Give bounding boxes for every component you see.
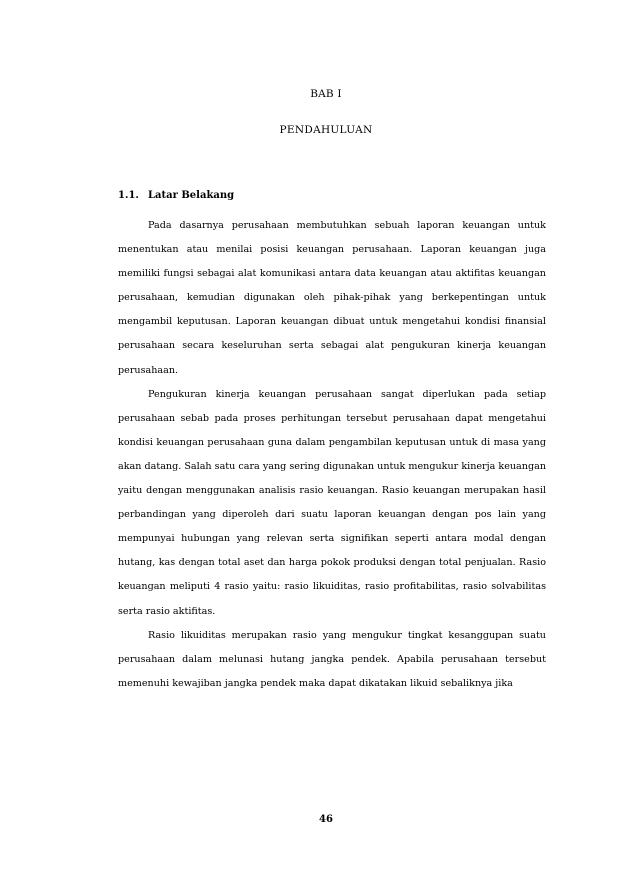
paragraph: Pada dasarnya perusahaan membutuhkan sebuah laporan keuangan untuk menentukan atau menilai posisi keuangan perusahaan. Laporan keuangan juga memiliki fungsi sebagai alat komunikasi antara data keuangan atau aktifitas keuangan perusahaan, kemudian digunakan oleh pihak-pihak yang berkepentingan untuk mengambil keputusan. Laporan keuangan dibuat untuk mengetahui kondisi finansial perusahaan secara keseluruhan serta sebagai alat pengukuran kinerja keuangan perusahaan. xyxy=(118,220,546,376)
body-text xyxy=(118,214,546,696)
paragraph: Pengukuran kinerja keuangan perusahaan sangat diperlukan pada setiap perusahaan sebab pada proses perhitungan tersebut perusahaan dapat mengetahui kondisi keuangan perusahaan guna dalam pengambilan keputusan untuk di masa yang akan datang. Salah satu cara yang sering digunakan untuk mengukur kinerja keuangan yaitu dengan menggunakan analisis rasio keuangan. Rasio keuangan merupakan hasil perbandingan yang diperoleh dari suatu laporan keuangan dengan pos lain yang mempunyai hubungan yang relevan serta signifikan seperti antara modal dengan hutang, kas dengan total aset dan harga pokok produksi dengan total penjualan. Rasio keuangan meliputi 4 rasio yaitu: rasio likuiditas, rasio profitabilitas, rasio solvabilitas serta rasio aktifitas. xyxy=(118,388,546,617)
paragraph: Rasio likuiditas merupakan rasio yang mengukur tingkat kesanggupan suatu perusahaan dalam melunasi hutang jangka pendek. Apabila perusahaan tersebut memenuhi kewajiban jangka pendek maka dapat dikatakan likuid sebaliknya jika xyxy=(118,629,546,689)
chapter-label: BAB I xyxy=(310,88,342,100)
section-number: 1.1. xyxy=(118,190,139,201)
chapter-title: PENDAHULUAN xyxy=(279,124,373,136)
section-heading xyxy=(118,190,234,201)
section-title: Latar Belakang xyxy=(148,190,235,201)
page-number: 46 xyxy=(319,814,333,825)
